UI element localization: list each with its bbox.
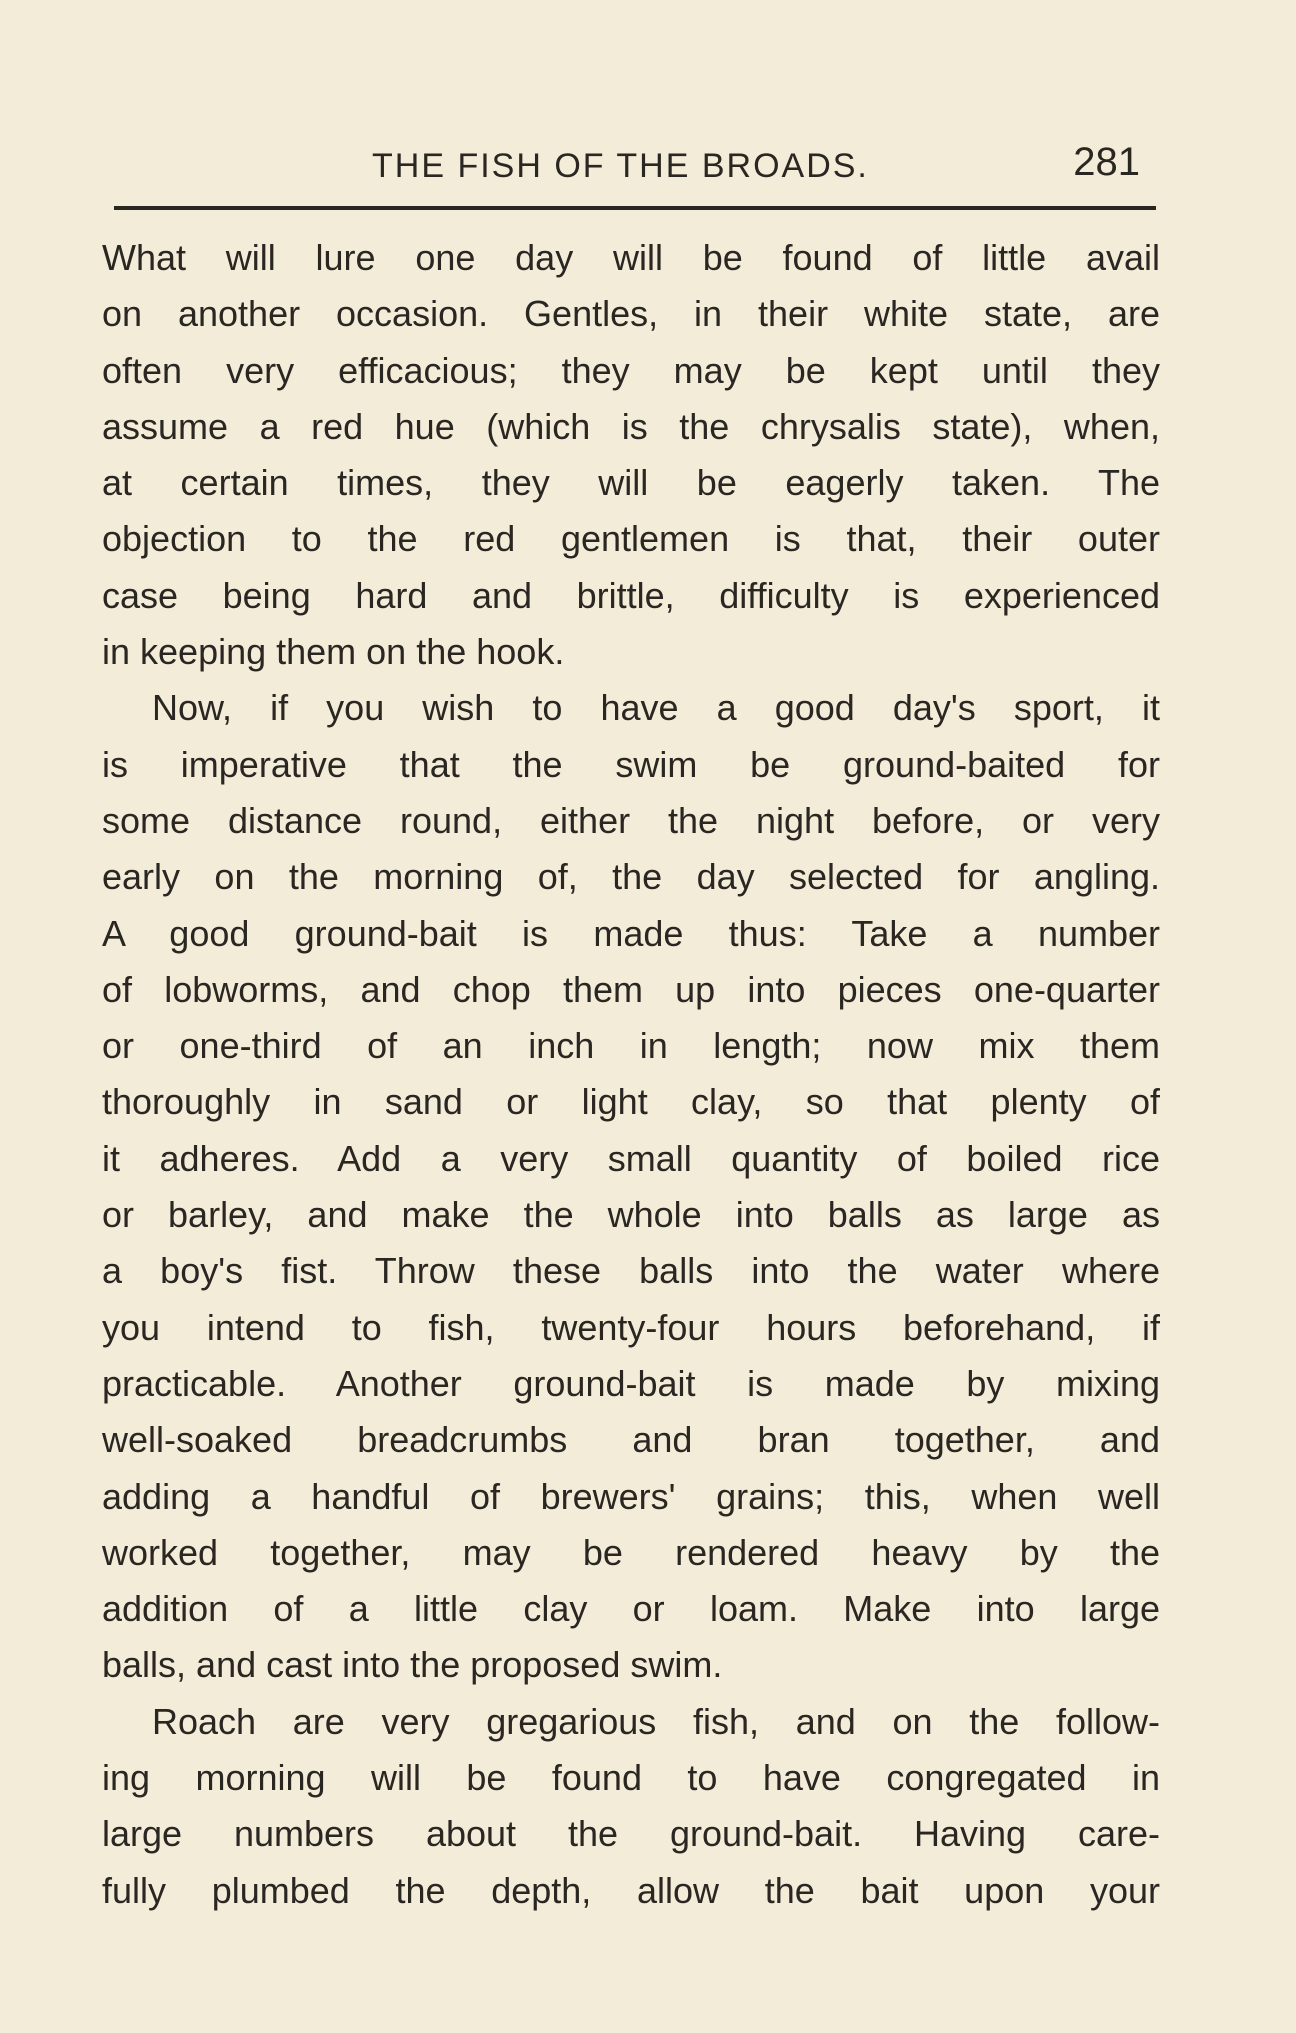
running-head <box>100 137 1140 187</box>
text-line: large numbers about the ground-bait. Having care- <box>102 1813 1160 1855</box>
text-line: a boy's fist. Throw these balls into the water where <box>102 1250 1160 1292</box>
text-line: is imperative that the swim be ground-baited for <box>102 743 1160 785</box>
text-line: some distance round, either the night before, or very <box>102 799 1160 841</box>
text-line: on another occasion. Gentles, in their white state, are <box>102 293 1160 335</box>
text-line: What will lure one day will be found of little avail <box>102 237 1160 278</box>
text-line: assume a red hue (which is the chrysalis state), when, <box>102 405 1160 447</box>
text-line: in keeping them on the hook. <box>102 631 565 673</box>
running-head-title: THE FISH OF THE BROADS. <box>372 147 869 185</box>
text-line: often very efficacious; they may be kept until they <box>102 349 1160 391</box>
page-number: 281 <box>1073 140 1140 184</box>
text-line: fully plumbed the depth, allow the bait upon your <box>102 1869 1160 1911</box>
text-line: objection to the red gentlemen is that, their outer <box>102 518 1160 560</box>
text-line: case being hard and brittle, difficulty is experienced <box>102 574 1160 616</box>
text-line: early on the morning of, the day selected for angling. <box>102 856 1160 898</box>
text-line: at certain times, they will be eagerly taken. The <box>102 462 1160 504</box>
header-rule <box>114 206 1156 210</box>
text-line: Roach are very gregarious fish, and on the follow- <box>152 1700 1160 1742</box>
text-line: well-soaked breadcrumbs and bran together, and <box>102 1419 1160 1461</box>
text-line: practicable. Another ground-bait is made by mixing <box>102 1362 1160 1404</box>
text-line: ing morning will be found to have congregated in <box>102 1757 1160 1799</box>
text-line: addition of a little clay or loam. Make into large <box>102 1588 1160 1630</box>
text-line: Now, if you wish to have a good day's sport, it <box>152 687 1160 729</box>
text-line: or barley, and make the whole into balls as large as <box>102 1194 1160 1236</box>
text-line: balls, and cast into the proposed swim. <box>102 1644 723 1686</box>
text-line: A good ground-bait is made thus: Take a number <box>102 912 1160 954</box>
text-line: you intend to fish, twenty-four hours beforehand, if <box>102 1306 1160 1348</box>
text-line: worked together, may be rendered heavy by the <box>102 1531 1160 1573</box>
text-line: it adheres. Add a very small quantity of boiled rice <box>102 1137 1160 1179</box>
text-line: of lobworms, and chop them up into pieces one-quarter <box>102 968 1160 1010</box>
text-line: thoroughly in sand or light clay, so that plenty of <box>102 1081 1160 1123</box>
text-line: adding a handful of brewers' grains; this, when well <box>102 1475 1160 1517</box>
body-text <box>102 230 1160 1919</box>
text-line: or one-third of an inch in length; now mix them <box>102 1025 1160 1067</box>
